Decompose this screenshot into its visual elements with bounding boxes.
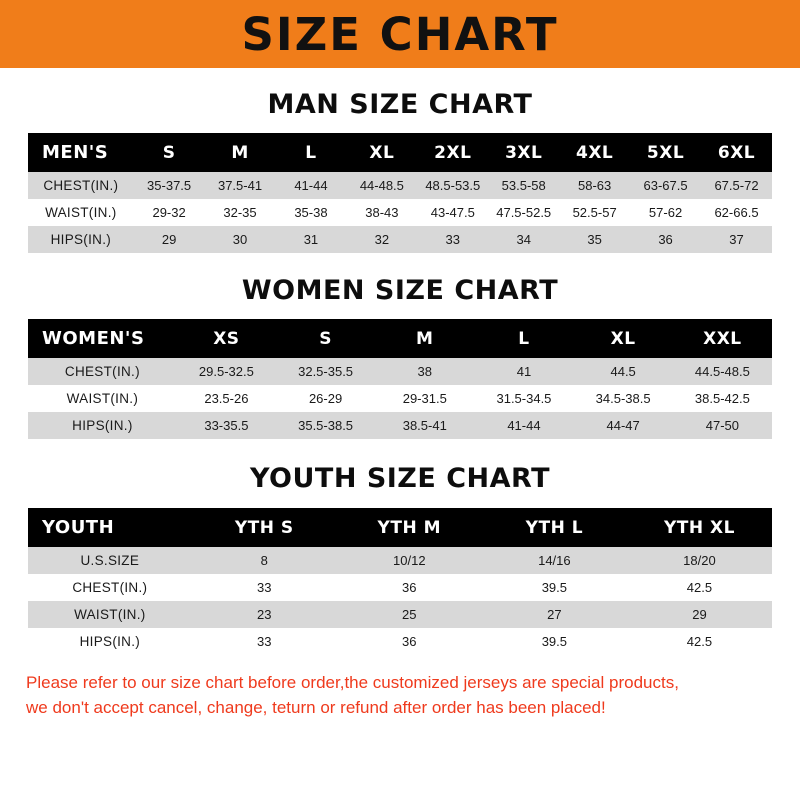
man-header-cell: MEN'S [42,142,109,163]
cell: 29-31.5 [375,385,474,412]
cell: 31 [275,226,346,253]
cell: 47-50 [673,412,772,439]
man-header-cell: 2XL [434,142,472,163]
table-row [28,628,772,655]
row-label: CHEST(IN.) [28,172,134,199]
cell: 42.5 [627,574,772,601]
youth-table-header-row [28,508,772,547]
cell: 31.5-34.5 [474,385,573,412]
table-row [28,199,772,226]
women-header-cell: L [518,328,530,349]
row-label: HIPS(IN.) [28,226,134,253]
man-header-cell: S [162,142,176,163]
header-banner [0,0,800,68]
cell: 33 [417,226,488,253]
man-header-cell: 4XL [575,142,614,163]
women-header-cell: XXL [703,328,742,349]
table-row [28,385,772,412]
man-header-cell: 5XL [646,142,685,163]
cell: 44.5-48.5 [673,358,772,385]
cell: 14/16 [482,547,627,574]
cell: 32.5-35.5 [276,358,375,385]
cell: 42.5 [627,628,772,655]
cell: 26-29 [276,385,375,412]
footer-note [0,671,800,720]
man-header-cell: 3XL [505,142,543,163]
cell: 37 [701,226,772,253]
cell: 32-35 [205,199,276,226]
youth-header-cell: YTH M [377,517,442,538]
youth-header-cell: YTH L [525,517,584,538]
women-header-cell: XL [610,328,636,349]
cell: 38-43 [346,199,417,226]
cell: 29-32 [134,199,205,226]
table-row [28,226,772,253]
cell: 38.5-41 [375,412,474,439]
women-section-title: WOMEN SIZE CHART [241,275,559,306]
cell: 47.5-52.5 [488,199,559,226]
cell: 32 [346,226,417,253]
cell: 63-67.5 [630,172,701,199]
cell: 52.5-57 [559,199,630,226]
cell: 38.5-42.5 [673,385,772,412]
cell: 23.5-26 [177,385,276,412]
table-row [28,172,772,199]
table-row [28,574,772,601]
row-label: HIPS(IN.) [28,628,192,655]
cell: 67.5-72 [701,172,772,199]
cell: 44.5 [574,358,673,385]
cell: 18/20 [627,547,772,574]
cell: 35-38 [275,199,346,226]
cell: 41 [474,358,573,385]
man-header-cell: 6XL [717,142,756,163]
cell: 35.5-38.5 [276,412,375,439]
cell: 33 [192,574,337,601]
cell: 30 [205,226,276,253]
cell: 35 [559,226,630,253]
cell: 23 [192,601,337,628]
women-table-wrap [0,319,800,439]
youth-header-cell: YOUTH [42,517,115,538]
page-title: SIZE CHART [241,7,559,61]
row-label: CHEST(IN.) [28,574,192,601]
cell: 58-63 [559,172,630,199]
cell: 27 [482,601,627,628]
cell: 36 [337,574,482,601]
youth-size-table [28,508,772,655]
footer-note-line1: Please refer to our size chart before order,the customized jerseys are special products, [26,673,679,692]
cell: 38 [375,358,474,385]
man-section-title: MAN SIZE CHART [267,89,533,120]
women-size-table [28,319,772,439]
cell: 35-37.5 [134,172,205,199]
cell: 41-44 [474,412,573,439]
cell: 37.5-41 [205,172,276,199]
man-header-cell: L [305,142,317,163]
row-label: WAIST(IN.) [28,199,134,226]
table-row [28,547,772,574]
women-header-cell: XS [213,328,240,349]
cell: 34 [488,226,559,253]
cell: 62-66.5 [701,199,772,226]
cell: 29 [134,226,205,253]
cell: 33-35.5 [177,412,276,439]
cell: 29 [627,601,772,628]
cell: 8 [192,547,337,574]
youth-header-cell: YTH XL [663,517,735,538]
women-table-header-row [28,319,772,358]
cell: 39.5 [482,574,627,601]
man-table-header-row [28,133,772,172]
cell: 48.5-53.5 [417,172,488,199]
table-row [28,412,772,439]
row-label: WAIST(IN.) [28,601,192,628]
table-row [28,358,772,385]
man-header-cell: XL [369,142,395,163]
women-header-cell: S [319,328,332,349]
row-label: WAIST(IN.) [28,385,177,412]
cell: 25 [337,601,482,628]
cell: 29.5-32.5 [177,358,276,385]
cell: 44-48.5 [346,172,417,199]
row-label: U.S.SIZE [28,547,192,574]
man-header-cell: M [231,142,249,163]
man-size-table [28,133,772,253]
cell: 36 [630,226,701,253]
cell: 43-47.5 [417,199,488,226]
cell: 57-62 [630,199,701,226]
cell: 44-47 [574,412,673,439]
table-row [28,601,772,628]
youth-section-title: YOUTH SIZE CHART [249,463,551,494]
cell: 53.5-58 [488,172,559,199]
row-label: HIPS(IN.) [28,412,177,439]
youth-table-wrap [0,508,800,655]
cell: 39.5 [482,628,627,655]
cell: 10/12 [337,547,482,574]
cell: 33 [192,628,337,655]
cell: 36 [337,628,482,655]
youth-header-cell: YTH S [234,517,294,538]
cell: 34.5-38.5 [574,385,673,412]
cell: 41-44 [275,172,346,199]
man-table-wrap [0,133,800,253]
women-header-cell: M [416,328,434,349]
row-label: CHEST(IN.) [28,358,177,385]
footer-note-line2: we don't accept cancel, change, teturn or refund after order has been placed! [26,697,606,717]
women-header-cell: WOMEN'S [42,328,145,349]
